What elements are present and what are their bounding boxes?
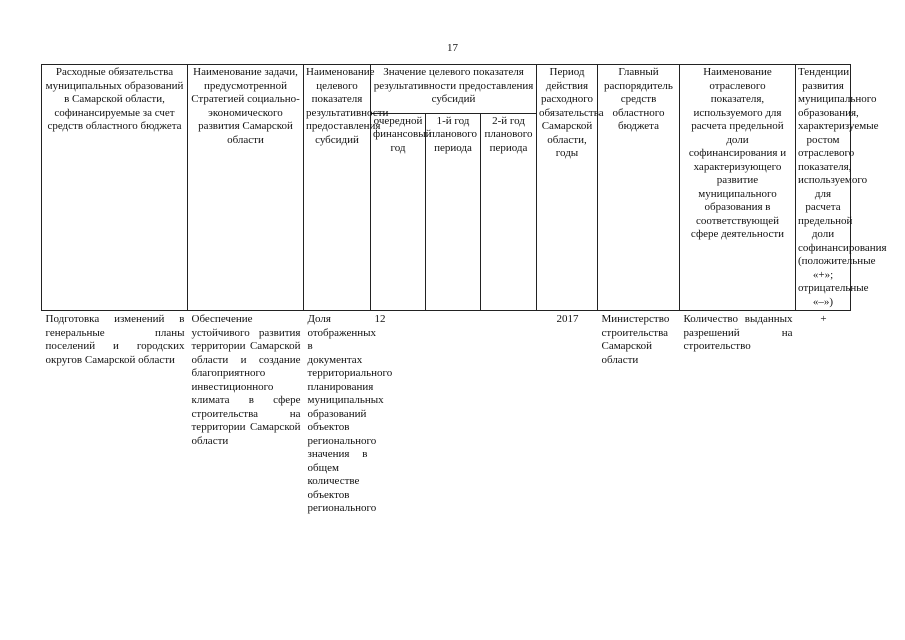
header-task-name: Наименование задачи, предусмотренной Стратегией социально-экономического развития Самарской области: [188, 65, 304, 311]
header-current-year: очередной финансовый год: [371, 113, 426, 310]
cell-task: Обеспечение устойчивого развития территории Самарской области и создание благоприятного инвестиционного климата в сфере строительства на территории Самарской области: [191, 313, 301, 447]
cell-sector-indicator: Количество выданных разрешений на строительство: [683, 313, 793, 352]
header-sector-indicator: Наименование отраслевого показателя, используемого для расчета предельной доли софинансирования и характеризующего развитие муниципального образования в соответствующей сфере деятельности: [680, 65, 796, 311]
header-indicator-value-group: Значение целевого показателя результативности предоставления субсидий: [371, 65, 537, 114]
table-row: [42, 311, 851, 632]
cell-plan-year-2-value: [481, 311, 537, 632]
cell-trend: +: [820, 313, 827, 325]
cell-expense-obligation: Подготовка изменений в генеральные планы поселений и городских округов Самарской области: [45, 313, 185, 366]
cell-budget-manager: Министерство строительства Самарской области: [601, 313, 670, 366]
header-trends: Тенденции развития муниципального образования, характеризуемые ростом отраслевого показателя, используемого для расчета предельной доли софинансирования (положительные «+»; отрицательные «–»): [796, 65, 851, 311]
cell-plan-year-1-value: [426, 311, 481, 632]
header-plan-year-2: 2-й год планового периода: [481, 113, 537, 310]
header-budget-manager: Главный распорядитель средств областного бюджета: [598, 65, 680, 311]
header-expense-obligations: Расходные обязательства муниципальных образований в Самарской области, софинансируемые за счет средств областного бюджета: [42, 65, 188, 311]
cell-current-year-value: 12: [374, 313, 386, 325]
cell-period: 2017: [556, 313, 579, 325]
subsidy-table: [41, 64, 887, 631]
header-plan-year-1: 1-й год планового периода: [426, 113, 481, 310]
cell-indicator: Доля отображенных в документах территориального планирования муниципальных образований объектов регионального значения в общем количестве объектов регионального: [307, 313, 393, 514]
header-indicator-name: Наименование целевого показателя результативности предоставления субсидий: [304, 65, 371, 311]
page-number: 17: [447, 42, 458, 54]
header-period: Период действия расходного обязательства Самарской области, годы: [537, 65, 598, 311]
